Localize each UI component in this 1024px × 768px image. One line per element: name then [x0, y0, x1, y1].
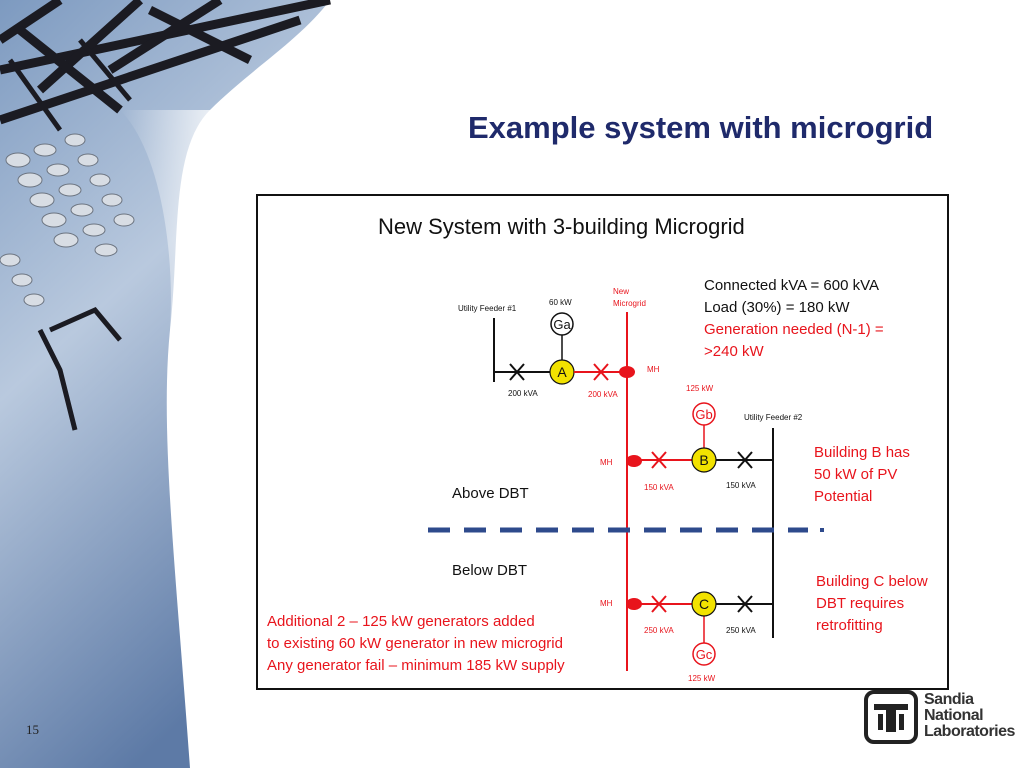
manhole-b-label: MH [600, 458, 613, 467]
page-number: 15 [26, 722, 39, 737]
above-dbt-label: Above DBT [452, 485, 529, 502]
logo-line-1: Sandia [924, 691, 974, 708]
building-c-note-2: DBT requires [816, 595, 905, 612]
generator-a-label: Ga [553, 317, 571, 332]
diagram-heading: New System with 3-building Microgrid [378, 214, 745, 239]
info-generation-value: >240 kW [704, 343, 764, 360]
building-c-note-3: retrofitting [816, 617, 883, 634]
bus-b-label: B [699, 452, 709, 468]
dbt-line-end-dot [820, 528, 824, 532]
logo-line-3: Laboratories [924, 723, 1015, 740]
new-microgrid-label-2: Microgrid [613, 299, 646, 308]
microgrid-one-line-diagram [258, 196, 947, 688]
below-dbt-label: Below DBT [452, 562, 528, 579]
transformer-c-right-rating: 250 kVA [726, 626, 756, 635]
generator-b-rating: 125 kW [686, 384, 714, 393]
generator-c-label: Gc [695, 647, 713, 662]
building-b-note-1: Building B has [814, 444, 910, 461]
manhole-c-label: MH [600, 599, 613, 608]
logo-line-2: National [924, 707, 984, 724]
utility-feeder-2-label: Utility Feeder #2 [744, 413, 803, 422]
slide-title: Example system with microgrid [468, 110, 934, 145]
manhole-top-node [619, 366, 635, 378]
new-microgrid-label-1: New [613, 287, 630, 296]
diagram-frame [256, 194, 949, 690]
transformer-b-left-rating: 150 kVA [644, 483, 674, 492]
transformer-a-right-rating: 200 kVA [588, 390, 618, 399]
transformer-c-left-rating: 250 kVA [644, 626, 674, 635]
sandia-thunderbird-icon [864, 690, 918, 744]
info-connected-kva: Connected kVA = 600 kVA [704, 277, 879, 294]
additional-note-1: Additional 2 – 125 kW generators added [267, 613, 535, 630]
generator-b-label: Gb [695, 407, 713, 422]
utility-feeder-1-label: Utility Feeder #1 [458, 304, 517, 313]
sandia-logo [864, 690, 1015, 746]
info-generation-needed: Generation needed (N-1) = [704, 321, 884, 338]
info-load: Load (30%) = 180 kW [704, 299, 850, 316]
transformer-a-left-rating: 200 kVA [508, 389, 538, 398]
sandia-logo-text [924, 692, 1015, 740]
building-b-note-2: 50 kW of PV [814, 466, 898, 483]
additional-note-3: Any generator fail – minimum 185 kW supply [267, 657, 565, 674]
manhole-top-label: MH [647, 365, 660, 374]
building-c-note-1: Building C below [816, 573, 928, 590]
generator-a-rating: 60 kW [549, 298, 572, 307]
building-b-note-3: Potential [814, 488, 873, 505]
bus-a-label: A [557, 364, 567, 380]
additional-note-2: to existing 60 kW generator in new microgrid [267, 635, 563, 652]
generator-c-rating: 125 kW [688, 674, 716, 683]
bus-c-label: C [698, 596, 710, 612]
transformer-b-right-rating: 150 kVA [726, 481, 756, 490]
